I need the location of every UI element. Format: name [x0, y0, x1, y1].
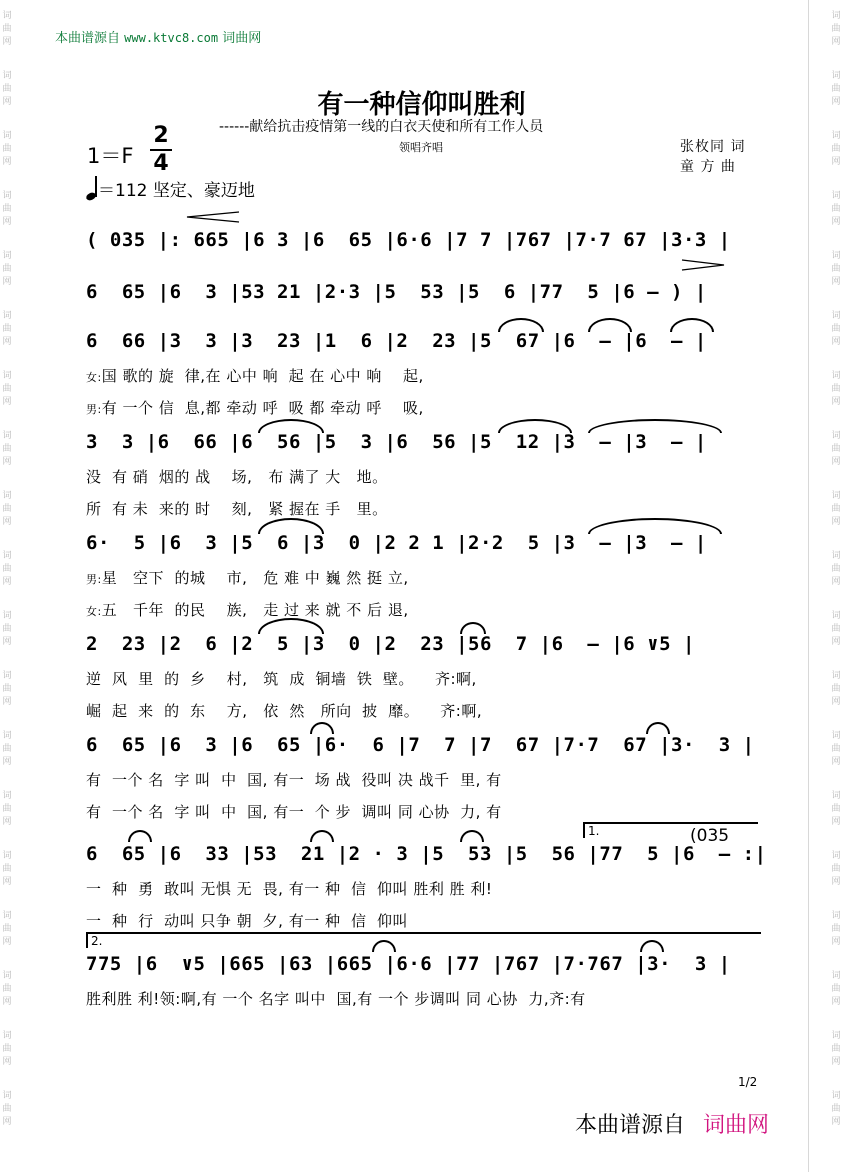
- watermark-glyph-group: 词 曲 网: [2, 191, 12, 227]
- fermata-mark: [310, 830, 334, 842]
- watermark-glyph-group: 词 曲 网: [2, 251, 12, 287]
- first-ending-bracket: [583, 822, 758, 838]
- lyric-text: 星 空下 的城 市, 危 难 中 巍 然 挺 立,: [101, 569, 409, 587]
- header-source-line: [55, 27, 261, 46]
- lyric-row: [86, 599, 766, 620]
- lyric-text: 一 种 行 动叫 只争 朝 夕, 有一 种 信 仰叫: [86, 912, 409, 930]
- time-signature-bottom: 4: [153, 151, 169, 176]
- time-signature: [150, 124, 172, 176]
- lyric-text: 所 有 未 来的 时 刻, 紧 握在 手 里。: [86, 500, 388, 518]
- watermark-glyph-group: 词 曲 网: [831, 491, 841, 527]
- slur-mark: [588, 318, 632, 332]
- lyric-text: 崛 起 来 的 东 方, 依 然 所向 披 靡。 齐:啊,: [86, 702, 483, 720]
- watermark-glyph-group: 词 曲 网: [831, 371, 841, 407]
- page-edge-rule: [808, 0, 809, 1172]
- lyric-row: [86, 365, 766, 386]
- lyric-text: 有 一个 名 字 叫 中 国, 有一 场 战 役叫 决 战千 里, 有: [86, 771, 502, 789]
- watermark-glyph-group: 词 曲 网: [831, 431, 841, 467]
- watermark-glyph-group: 词 曲 网: [2, 11, 12, 47]
- composer-credit: 童 方 曲: [680, 159, 736, 175]
- decrescendo-hairpin-icon: [680, 258, 726, 272]
- header-source-prefix: 本曲谱源自: [55, 31, 121, 46]
- watermark-glyph-group: 词 曲 网: [831, 551, 841, 587]
- fermata-mark: [460, 622, 486, 634]
- watermark-glyph-group: 词 曲 网: [2, 1091, 12, 1127]
- slur-mark: [258, 618, 324, 634]
- slur-mark: [258, 419, 324, 433]
- footer-source-site[interactable]: 词曲网: [703, 1113, 770, 1138]
- watermark-glyph-group: 词 曲 网: [831, 731, 841, 767]
- lyric-row: [86, 668, 766, 689]
- watermark-glyph-group: 词 曲 网: [2, 71, 12, 107]
- fermata-mark: [310, 722, 334, 734]
- lyric-row: [86, 910, 766, 931]
- watermark-glyph-group: 词 曲 网: [2, 131, 12, 167]
- song-subtitle: ------献给抗击疫情第一线的白衣天使和所有工作人员: [219, 119, 544, 135]
- lyric-row: [86, 988, 766, 1009]
- lyric-text: 国 歌的 旋 律,在 心中 响 起 在 心中 响 起,: [101, 367, 424, 385]
- watermark-glyph-group: 词 曲 网: [831, 1091, 841, 1127]
- watermark-glyph-group: 词 曲 网: [831, 791, 841, 827]
- watermark-glyph-group: 词 曲 网: [2, 851, 12, 887]
- lyric-text: 一 种 勇 敢叫 无惧 无 畏, 有一 种 信 仰叫 胜利 胜 利!: [86, 880, 493, 898]
- lyric-row: [86, 397, 766, 418]
- footer-source-prefix: 本曲谱源自: [575, 1113, 686, 1138]
- slur-mark: [498, 318, 544, 332]
- header-source-url[interactable]: www.ktvc8.com: [124, 31, 219, 45]
- score-row: ( 035 |: 665 |6 3 |6 65 |6·6 |7 7 |767 |7·7 67 |3·3 |: [86, 229, 731, 251]
- lyric-text: 五 千年 的民 族, 走 过 来 就 不 后 退,: [101, 601, 409, 619]
- score-row: 6· 5 |6 3 |5 6 |3 0 |2 2 1 |2·2 5 |3 — |3 — |: [86, 532, 707, 554]
- tempo-marking: [86, 176, 255, 201]
- lyric-row: [86, 567, 766, 588]
- fermata-mark: [460, 830, 484, 842]
- slur-mark: [498, 419, 572, 433]
- score-row: 775 |6 ∨5 |665 |63 |665 |6·6 |77 |767 |7·767 |3· 3 |: [86, 953, 731, 975]
- lyric-text: 胜利胜 利!领:啊,有 一个 名字 叫中 国,有 一个 步调叫 同 心协 力,齐:有: [86, 990, 586, 1008]
- song-title: 有一种信仰叫胜利: [317, 90, 526, 120]
- watermark-glyph-group: 词 曲 网: [2, 731, 12, 767]
- lyric-text: 有 一个 信 息,都 牵动 呼 吸 都 牵动 呼 吸,: [101, 399, 424, 417]
- repeat-pickup: (035: [690, 826, 730, 846]
- watermark-glyph-group: 词 曲 网: [831, 251, 841, 287]
- lyric-row: [86, 498, 766, 519]
- fermata-mark: [128, 830, 152, 842]
- watermark-glyph-group: 词 曲 网: [831, 1031, 841, 1067]
- score-row: 6 65 |6 3 |6 65 |6· 6 |7 7 |7 67 |7·7 67 |3· 3 |: [86, 734, 755, 756]
- watermark-glyph-group: 词 曲 网: [831, 191, 841, 227]
- slur-mark: [670, 318, 714, 332]
- lyric-row: [86, 466, 766, 487]
- watermark-glyph-group: 词 曲 网: [2, 371, 12, 407]
- lyric-text: 有 一个 名 字 叫 中 国, 有一 个 步 调叫 同 心协 力, 有: [86, 803, 502, 821]
- voice-note: 领唱齐唱: [399, 141, 443, 154]
- lyric-row: [86, 700, 766, 721]
- key-signature: 1＝F: [87, 144, 134, 168]
- score-row: 6 65 |6 3 |53 21 |2·3 |5 53 |5 6 |77 5 |6 — ) |: [86, 281, 707, 303]
- watermark-glyph-group: 词 曲 网: [2, 551, 12, 587]
- lyric-text: 没 有 硝 烟的 战 场, 布 满了 大 地。: [86, 468, 388, 486]
- score-row: 3 3 |6 66 |6 56 |5 3 |6 56 |5 12 |3 — |3 — |: [86, 431, 707, 453]
- voice-tag: 女:: [86, 605, 102, 618]
- watermark-glyph-group: 词 曲 网: [831, 911, 841, 947]
- header-source-site[interactable]: 词曲网: [222, 31, 262, 46]
- voice-tag: 女:: [86, 371, 102, 384]
- watermark-glyph-group: 词 曲 网: [831, 11, 841, 47]
- watermark-glyph-group: 词 曲 网: [2, 491, 12, 527]
- lyric-text: 逆 风 里 的 乡 村, 筑 成 铜墙 铁 壁。 齐:啊,: [86, 670, 477, 688]
- watermark-glyph-group: 词 曲 网: [2, 1031, 12, 1067]
- slur-mark: [258, 518, 324, 534]
- slur-mark: [588, 518, 722, 534]
- watermark-glyph-group: 词 曲 网: [831, 131, 841, 167]
- watermark-glyph-group: 词 曲 网: [2, 971, 12, 1007]
- first-ending-label: 1.: [588, 824, 600, 838]
- watermark-glyph-group: 词 曲 网: [831, 71, 841, 107]
- score-row: 6 66 |3 3 |3 23 |1 6 |2 23 |5 67 |6 — |6 — |: [86, 330, 707, 352]
- page-number: 1/2: [738, 1075, 758, 1089]
- time-signature-top: 2: [153, 123, 169, 148]
- watermark-glyph-group: 词 曲 网: [2, 671, 12, 707]
- left-watermark-strip: [0, 0, 14, 1172]
- watermark-glyph-group: 词 曲 网: [831, 611, 841, 647]
- watermark-glyph-group: 词 曲 网: [2, 911, 12, 947]
- watermark-glyph-group: 词 曲 网: [831, 971, 841, 1007]
- watermark-glyph-group: 词 曲 网: [831, 671, 841, 707]
- watermark-glyph-group: 词 曲 网: [2, 791, 12, 827]
- fermata-mark: [646, 722, 670, 734]
- lyricist-credit: 张枚同 词: [680, 139, 746, 155]
- footer-source-line: [575, 1108, 769, 1139]
- lyric-row: [86, 878, 766, 899]
- lyric-row: [86, 801, 766, 822]
- lyric-row: [86, 769, 766, 790]
- slur-mark: [588, 419, 722, 433]
- second-ending-label: 2.: [91, 934, 103, 948]
- score-row: 2 23 |2 6 |2 5 |3 0 |2 23 |56 7 |6 — |6 ∨5 |: [86, 633, 695, 655]
- crescendo-hairpin-icon: [185, 210, 240, 224]
- quarter-note-icon: [86, 176, 98, 200]
- score-row: 6 65 |6 33 |53 21 |2 · 3 |5 53 |5 56 |77 5 |6 — :|: [86, 843, 767, 865]
- watermark-glyph-group: 词 曲 网: [2, 611, 12, 647]
- watermark-glyph-group: 词 曲 网: [831, 851, 841, 887]
- watermark-glyph-group: 词 曲 网: [831, 311, 841, 347]
- voice-tag: 男:: [86, 573, 102, 586]
- watermark-glyph-group: 词 曲 网: [2, 311, 12, 347]
- right-watermark-strip: [829, 0, 843, 1172]
- voice-tag: 男:: [86, 403, 102, 416]
- tempo-text: ＝112 坚定、豪迈地: [98, 181, 255, 201]
- watermark-glyph-group: 词 曲 网: [2, 431, 12, 467]
